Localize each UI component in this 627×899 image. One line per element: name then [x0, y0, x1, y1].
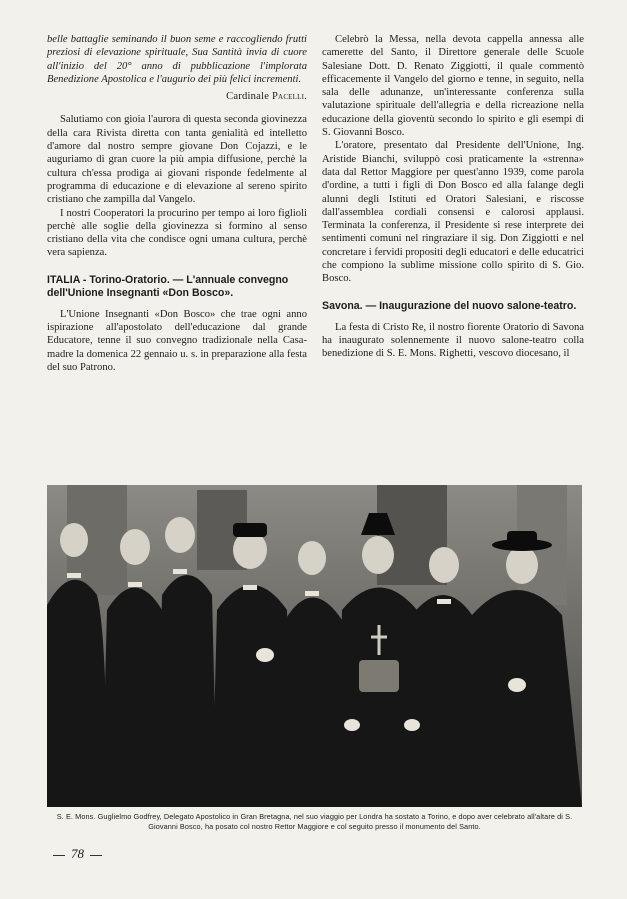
paragraph-oratore: L'oratore, presentato dal Presidente dell'Unione, Ing. Aristide Bianchi, sviluppò così praticamente la «strenna» data dal Rettor Maggiore per quest'anno 1939, come parola d'ordine, a tutti i figli di Don Bosco ed alla falange degli alunni degli Istituti ed Oratori Salesiani, e riscosse dall'assemblea cordiali consensi e calorosi applausi. Terminata la conferenza, il Presidente si rese interprete dei sentimenti comuni nel ringraziare il sig. Don Ziggiotti e nel concretare i fervidi propositi degli educatori e delle educatrici che compiono la sublime missione collo spirito di S. Gio. Bosco. [322, 140, 584, 285]
photo-illustration [47, 485, 582, 807]
paragraph-savona: La festa di Cristo Re, il nostro fiorente Oratorio di Savona ha inaugurato solennemente il nuovo salone-teatro colla benedizione di S. E. Mons. Righetti, vescovo diocesano, il [322, 321, 584, 360]
photo-caption: S. E. Mons. Guglielmo Godfrey, Delegato Apostolico in Gran Bretagna, nel suo viaggio per Londra ha sostato a Torino, e dopo aver celebrato all'altare di S. Giovanni Bosco, ha posato col nostro Rettor Maggiore e col seguito presso il monumento del Santo. [56, 812, 573, 831]
paragraph-rivista: Salutiamo con gioia l'aurora di questa seconda giovinezza della cara Rivista diretta con tanta genialità ed intelletto d'amore dal nostro sempre giovane Don Cojazzi, e le auguriamo di gran cuore la più ampia diffusione, perchè la cultura ch'essa prodiga ai giovani risponde fedelmente al programma di educazione e di elevazione al sereno spirito cristiano che zampilla dal Vangelo. [47, 114, 307, 206]
letter-end-text: belle battaglie seminando il buon seme e raccogliendo frutti preziosi di elevazione spirituale, Sua Santità invia di cuore all'inizio del 20° anno di pubblicazione l'implorata Benedizione Apostolica e l'augurio dei più felici incrementi. [47, 34, 307, 85]
section-heading-torino: ITALIA - Torino-Oratorio. — L'annuale convegno dell'Unione Insegnanti «Don Bosco». [47, 273, 289, 299]
signature: Cardinale Pacelli. [226, 91, 307, 103]
right-column [322, 33, 584, 361]
dash-right [90, 855, 102, 856]
paragraph-messa: Celebrò la Messa, nella devota cappella annessa alle camerette del Santo, il Direttore generale delle Scuole Salesiane Dott. D. Renato Ziggiotti, il quale commentò efficacemente il Vangelo del giorno e tenne, in seguito, nella sala delle adunanze, un'interessante conferenza sulla valutazione spirituale dell'allegria e della ricreazione nella educazione della gioventù secondo lo spirito e gli esempi di S. Giovanni Bosco. [322, 34, 584, 139]
left-column [47, 33, 307, 374]
paragraph-cooperatori: I nostri Cooperatori la procurino per tempo ai loro figlioli perchè alle soglie della giovinezza si formino al senso cristiano della vita che condisce ogni umana cultura, perchè vera sapienza. [47, 207, 307, 259]
dash-left [53, 855, 65, 856]
group-photograph [47, 485, 582, 807]
paragraph-unione: L'Unione Insegnanti «Don Bosco» che trae ogni anno ispirazione all'apostolato dell'educazione dal grande Educatore, tenne il suo convegno tradizionale nella Casa-madre la domenica 22 gennaio u. s. in preparazione alla festa del suo Patrono. [47, 308, 307, 373]
section-heading-savona: Savona. — Inaugurazione del nuovo salone-teatro. [322, 299, 577, 312]
page-number: 78 [47, 846, 108, 862]
